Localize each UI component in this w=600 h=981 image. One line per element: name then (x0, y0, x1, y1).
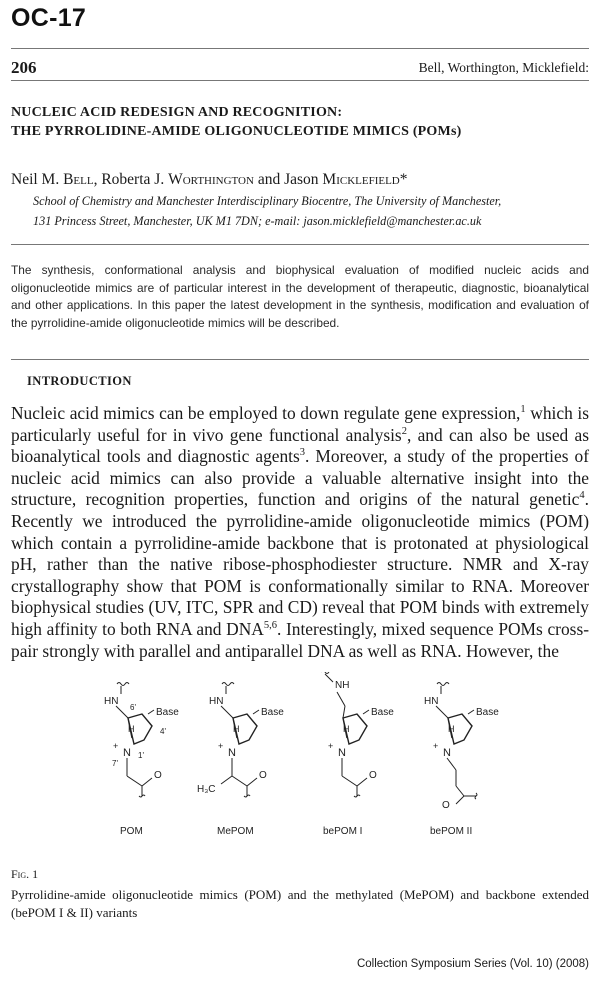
author-given-name: Neil M. (11, 171, 64, 188)
bond (221, 706, 233, 718)
wavy-bond (354, 786, 360, 797)
bond (247, 778, 257, 786)
abstract-bottom-rule (11, 359, 589, 360)
bond (456, 786, 464, 796)
atom-label: O (369, 770, 377, 781)
citation-ref: 5,6 (263, 620, 277, 632)
charge-label: + (218, 741, 224, 751)
atom-label: N (443, 747, 451, 759)
atom-label: H (128, 724, 135, 734)
body-text-run: , and can also be used as bioanalytical tools and diagnostic agents (11, 424, 590, 467)
atom-label: H (233, 724, 240, 734)
position-label: 4' (160, 727, 166, 736)
bond (342, 776, 357, 786)
atom-label: H (448, 724, 455, 734)
structure-name: bePOM II (430, 826, 473, 837)
atom-label: HN (209, 696, 224, 707)
atom-label: N (123, 747, 131, 759)
bond (127, 776, 142, 786)
structure-mepom (197, 683, 284, 838)
citation-ref: 2 (401, 425, 407, 437)
article-title (11, 103, 461, 141)
figure-caption: Pyrrolidine-amide oligonucleotide mimics (POM) and the methylated (MePOM) and backbone extended (bePOM I & II) variants (11, 887, 589, 920)
series-footer: Collection Symposium Series (Vol. 10) (2008) (356, 958, 589, 970)
atom-label: O (259, 770, 267, 781)
charge-label: + (113, 741, 119, 751)
structure-name: MePOM (217, 826, 254, 837)
title-line: THE PYRROLIDINE-AMIDE OLIGONUCLEOTIDE MIMICS (POMs) (11, 124, 462, 139)
bond (337, 692, 345, 706)
section-code: OC-17 (11, 4, 87, 32)
affiliation-line: 131 Princess Street, Manchester, UK M1 7DN; e-mail: jason.micklefield@manchester.ac.uk (33, 213, 482, 228)
abstract-top-rule (11, 244, 589, 245)
wavy-bond (437, 683, 449, 686)
header-rule (11, 48, 589, 49)
atom-label: H (343, 724, 350, 734)
bond (468, 710, 474, 714)
body-text-run: which is particularly useful for in vivo gene functional analysis (11, 403, 589, 445)
atom-label: Base (476, 707, 499, 718)
charge-label: + (328, 741, 334, 751)
wavy-bond (222, 683, 234, 686)
wavy-bond (321, 672, 329, 674)
author-separator: and (253, 171, 285, 188)
bond (456, 796, 464, 804)
affiliation (33, 192, 501, 231)
author-separator: , (93, 171, 102, 188)
wavy-bond (139, 786, 145, 797)
figure-structures (80, 672, 520, 842)
wavy-bond (464, 793, 477, 799)
bond (116, 706, 128, 718)
abstract: The synthesis, conformational analysis and biophysical evaluation of modified nucleic acids and oligonucleotide mimics are of particular interest in the development of therapeutic, diagnostic, bioanalytical and other applications. In this paper the latest development in the synthesis, modification and evaluation of the pyrrolidine-amide oligonucleotide mimics will be described. (11, 263, 589, 330)
citation-ref: 3 (299, 447, 306, 459)
author-family-name: Worthington (168, 171, 254, 188)
atom-label: N (228, 747, 236, 759)
author-given-name: Jason (284, 171, 323, 188)
page-number: 206 (11, 58, 37, 77)
atom-label: O (442, 800, 450, 811)
author-list (11, 171, 408, 189)
bond (325, 674, 333, 682)
bond (447, 758, 456, 770)
running-head: Bell, Worthington, Micklefield: (418, 60, 589, 75)
atom-label: O (154, 770, 162, 781)
atom-label: H₃C (197, 784, 216, 795)
position-label: 1' (138, 751, 144, 760)
atom-label: NH (335, 680, 350, 691)
bond (436, 706, 448, 718)
author-separator: * (399, 171, 408, 188)
body-text-run: . Moreover, a study of the properties of nucleic acid mimics can also provide a valuable alternative insight into the structure, recognition properties, function and origins of the natural genetic (11, 446, 590, 510)
body-text-run: Nucleic acid mimics can be employed to down regulate gene expression, (11, 403, 521, 423)
citation-ref: 1 (520, 404, 526, 416)
atom-label: HN (104, 696, 119, 707)
atom-label: Base (371, 707, 394, 718)
structure-pom (104, 683, 179, 838)
bond (148, 710, 154, 714)
title-line: NUCLEIC ACID REDESIGN AND RECOGNITION: (11, 105, 343, 120)
structure-bepom-i (321, 672, 394, 837)
structure-name: POM (120, 826, 143, 837)
bond (363, 710, 369, 714)
author-family-name: Bell (63, 171, 94, 188)
figure-label: Fig. 1 (11, 867, 39, 881)
body-paragraph (11, 403, 589, 662)
body-text-run: . Interestingly, mixed sequence POMs cross-pair strongly with parallel and antiparallel DNA as well as RNA. However, the (11, 618, 589, 661)
atom-label: N (338, 747, 346, 759)
bond (357, 778, 367, 786)
bond (221, 776, 232, 784)
charge-label: + (433, 741, 439, 751)
bond (253, 710, 259, 714)
structure-name: bePOM I (323, 826, 363, 837)
bond (232, 776, 247, 786)
section-heading: INTRODUCTION (27, 374, 132, 388)
body-text-run: . Recently we introduced the pyrrolidine-amide oligonucleotide mimics (POM) which contain a pyrrolidine-amide backbone that is protonated at physiological pH, rather than the native ribose-phosphodiester structure. NMR and X-ray crystallography show that POM is conformationally similar to RNA. Moreover biophysical studies (UV, ITC, SPR and CD) reveal that POM binds with extremely high affinity to both RNA and DNA (11, 489, 589, 639)
position-label: 6' (130, 703, 136, 712)
author-given-name: Roberta J. (101, 171, 169, 188)
atom-label: HN (424, 696, 439, 707)
wavy-bond (117, 683, 129, 686)
atom-label: Base (261, 707, 284, 718)
bond (343, 706, 345, 718)
author-family-name: Micklefield (322, 171, 400, 188)
atom-label: Base (156, 707, 179, 718)
running-head-rule (11, 80, 589, 81)
structure-bepom-ii (424, 683, 499, 838)
bond (142, 778, 152, 786)
affiliation-line: School of Chemistry and Manchester Interdisciplinary Biocentre, The University of Manchester, (33, 194, 502, 208)
position-label: 7' (112, 759, 118, 768)
citation-ref: 4 (579, 490, 585, 502)
wavy-bond (244, 786, 250, 797)
